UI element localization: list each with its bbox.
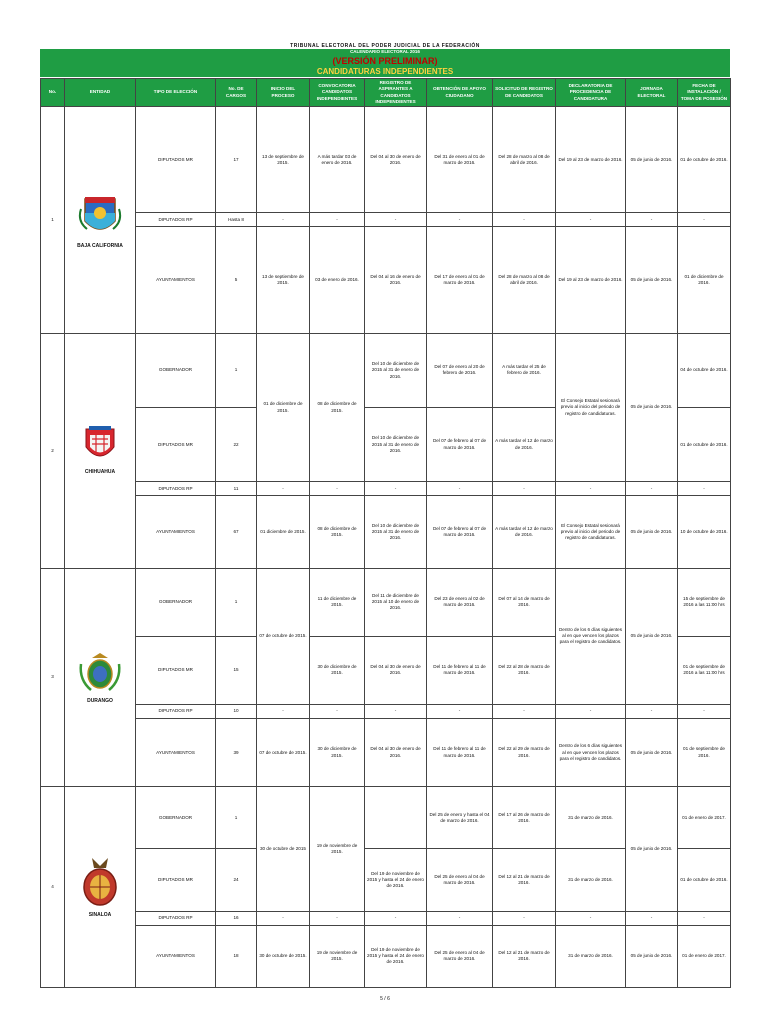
- solicitud-cell: A más tardar el 12 de marzo de 2016.: [493, 496, 556, 568]
- convocatoria-cell: -: [310, 482, 365, 496]
- registro-cell: Del 04 al 16 de enero de 2016.: [365, 227, 427, 333]
- tipo-cell: AYUNTAMIENTOS: [136, 496, 216, 568]
- cargos-cell: 18: [216, 925, 257, 987]
- declaratoria-cell: -: [556, 704, 626, 718]
- entity-name: CHIHUAHUA: [84, 469, 116, 476]
- toma-cell: 01 de enero de 2017.: [678, 787, 731, 849]
- convocatoria-cell: 30 de diciembre de 2015.: [310, 719, 365, 787]
- solicitud-cell: Del 12 al 21 de marzo de 2016.: [493, 849, 556, 911]
- inicio-cell: -: [257, 482, 310, 496]
- table-row: [41, 925, 731, 987]
- table-row: [41, 911, 731, 925]
- solicitud-cell: A más tardar el 25 de febrero de 2016.: [493, 333, 556, 407]
- jornada-cell: -: [626, 482, 678, 496]
- cargos-cell: 67: [216, 496, 257, 568]
- registro-cell: [365, 787, 427, 849]
- declaratoria-cell: Del 19 al 23 de marzo de 2016.: [556, 107, 626, 213]
- registro-cell: -: [365, 704, 427, 718]
- tipo-cell: DIPUTADOS RP: [136, 911, 216, 925]
- registro-cell: Del 04 al 30 de enero de 2016.: [365, 719, 427, 787]
- inicio-cell: 01 diciembre de 2015.: [257, 496, 310, 568]
- apoyo-cell: Del 07 de febrero al 07 de marzo de 2016.: [427, 496, 493, 568]
- apoyo-cell: Del 11 de febrero al 11 de marzo de 2016.: [427, 636, 493, 704]
- solicitud-cell: Del 28 de marzo al 08 de abril de 2016.: [493, 107, 556, 213]
- convocatoria-cell: A más tardar 03 de enero de 2016.: [310, 107, 365, 213]
- col-header-entidad: ENTIDAD: [65, 79, 136, 107]
- inicio-cell: 07 de octubre de 2015.: [257, 719, 310, 787]
- convocatoria-cell: 11 de diciembre de 2015.: [310, 568, 365, 636]
- toma-cell: 01 de octubre de 2016.: [678, 107, 731, 213]
- col-header-convocatoria: CONVOCATORIA CANDIDATOS INDEPENDIENTES: [310, 79, 365, 107]
- table-row: [41, 482, 731, 496]
- table-row: [41, 333, 731, 407]
- registro-cell: Del 19 de noviembre de 2015 y hasta el 24 de enero de 2016.: [365, 925, 427, 987]
- entity-name: DURANGO: [87, 698, 113, 704]
- cargos-cell: 24: [216, 849, 257, 911]
- tipo-cell: GOBERNADOR: [136, 568, 216, 636]
- cargos-cell: 5: [216, 227, 257, 333]
- jornada-cell: -: [626, 213, 678, 227]
- entity-number: 4: [41, 787, 65, 988]
- convocatoria-cell: -: [310, 911, 365, 925]
- jornada-cell: 05 de junio de 2016.: [626, 227, 678, 333]
- col-header-registro: REGISTRO DE ASPIRANTES A CANDIDATOS INDEPENDIENTES: [365, 79, 427, 107]
- durango-seal-icon: [77, 650, 123, 694]
- cargos-cell: 39: [216, 719, 257, 787]
- jornada-cell: 05 de junio de 2016.: [626, 787, 678, 911]
- cargos-cell: Hasta 8: [216, 213, 257, 227]
- page-number: 5 / 6: [380, 996, 390, 1002]
- convocatoria-cell: 30 de diciembre de 2015.: [310, 636, 365, 704]
- toma-cell: 01 de diciembre de 2016.: [678, 227, 731, 333]
- toma-cell: -: [678, 213, 731, 227]
- toma-cell: -: [678, 911, 731, 925]
- registro-cell: Del 10 de diciembre de 2015 al 31 de enero de 2016.: [365, 333, 427, 407]
- registro-cell: -: [365, 911, 427, 925]
- solicitud-cell: -: [493, 911, 556, 925]
- convocatoria-cell: -: [310, 213, 365, 227]
- table-row: [41, 496, 731, 568]
- solicitud-cell: Del 28 de marzo al 08 de abril de 2016.: [493, 227, 556, 333]
- solicitud-cell: Del 07 al 14 de marzo de 2016.: [493, 568, 556, 636]
- apoyo-cell: Del 25 de enero al 04 de marzo de 2016.: [427, 925, 493, 987]
- table-row: [41, 719, 731, 787]
- col-header-cargos: No. DE CARGOS: [216, 79, 257, 107]
- entity-name: SINALOA: [88, 911, 112, 918]
- tipo-cell: DIPUTADOS MR: [136, 849, 216, 911]
- toma-cell: -: [678, 704, 731, 718]
- convocatoria-cell: 19 de noviembre de 2015.: [310, 787, 365, 911]
- toma-cell: -: [678, 482, 731, 496]
- document-title: TRIBUNAL ELECTORAL DEL PODER JUDICIAL DE LA FEDERACIÓN: [290, 43, 480, 49]
- toma-cell: 01 de octubre de 2016.: [678, 849, 731, 911]
- tipo-cell: AYUNTAMIENTOS: [136, 719, 216, 787]
- cargos-cell: 10: [216, 704, 257, 718]
- header-row: [41, 79, 731, 107]
- cargos-cell: 22: [216, 408, 257, 482]
- col-header-apoyo: OBTENCIÓN DE APOYO CIUDADANO: [427, 79, 493, 107]
- jornada-cell: 05 de junio de 2016.: [626, 925, 678, 987]
- solicitud-cell: Del 22 al 28 de marzo de 2016.: [493, 636, 556, 704]
- toma-cell: 01 de octubre de 2016.: [678, 408, 731, 482]
- tipo-cell: DIPUTADOS MR: [136, 408, 216, 482]
- entity-number: 3: [41, 568, 65, 787]
- convocatoria-cell: 03 de enero de 2016.: [310, 227, 365, 333]
- tipo-cell: AYUNTAMIENTOS: [136, 227, 216, 333]
- cargos-cell: 15: [216, 636, 257, 704]
- solicitud-cell: Del 22 al 29 de marzo de 2016.: [493, 719, 556, 787]
- entity-number: 1: [41, 107, 65, 334]
- apoyo-cell: Del 23 de enero al 02 de marzo de 2016.: [427, 568, 493, 636]
- toma-cell: 10 de octubre de 2016.: [678, 496, 731, 568]
- table-row: [41, 787, 731, 849]
- tipo-cell: AYUNTAMIENTOS: [136, 925, 216, 987]
- entity-number: 2: [41, 333, 65, 568]
- table-row: [41, 107, 731, 213]
- col-header-solicitud: SOLICITUD DE REGISTRO DE CANDIDATOS: [493, 79, 556, 107]
- toma-cell: 01 de enero de 2017.: [678, 925, 731, 987]
- inicio-cell: 01 de diciembre de 2015.: [257, 333, 310, 481]
- declaratoria-cell: -: [556, 482, 626, 496]
- registro-cell: Del 10 de diciembre de 2015 al 31 de enero de 2016.: [365, 496, 427, 568]
- inicio-cell: 13 de septiembre de 2015.: [257, 227, 310, 333]
- convocatoria-cell: -: [310, 704, 365, 718]
- solicitud-cell: -: [493, 704, 556, 718]
- tipo-cell: DIPUTADOS MR: [136, 107, 216, 213]
- section-title: CANDIDATURAS INDEPENDIENTES: [40, 67, 730, 77]
- registro-cell: Del 11 de diciembre de 2015 al 10 de enero de 2016.: [365, 568, 427, 636]
- inicio-cell: 07 de octubre de 2015.: [257, 568, 310, 704]
- convocatoria-cell: 19 de noviembre de 2015.: [310, 925, 365, 987]
- tipo-cell: DIPUTADOS RP: [136, 482, 216, 496]
- declaratoria-cell: Del 19 al 23 de marzo de 2016.: [556, 227, 626, 333]
- declaratoria-cell: -: [556, 213, 626, 227]
- jornada-cell: -: [626, 911, 678, 925]
- toma-cell: 04 de octubre de 2016.: [678, 333, 731, 407]
- preliminary-label: (VERSIÓN PRELIMINAR): [40, 55, 730, 67]
- chihuahua-seal-icon: [83, 425, 117, 465]
- baja-california-seal-icon: [77, 191, 123, 239]
- solicitud-cell: -: [493, 213, 556, 227]
- registro-cell: -: [365, 213, 427, 227]
- cargos-cell: 1: [216, 333, 257, 407]
- tipo-cell: GOBERNADOR: [136, 333, 216, 407]
- calendar-subtitle: CALENDARIO ELECTORAL 2016: [40, 49, 730, 55]
- entity-cell: [65, 568, 136, 787]
- table-row: [41, 227, 731, 333]
- inicio-cell: -: [257, 704, 310, 718]
- cargos-cell: 16: [216, 911, 257, 925]
- col-header-no: No.: [41, 79, 65, 107]
- registro-cell: -: [365, 482, 427, 496]
- inicio-cell: -: [257, 911, 310, 925]
- table-row: [41, 704, 731, 718]
- col-header-toma: FECHA DE INSTALACIÓN / TOMA DE POSESIÓN: [678, 79, 731, 107]
- col-header-tipo: TIPO DE ELECCIÓN: [136, 79, 216, 107]
- inicio-cell: 30 de octubre de 2015: [257, 787, 310, 911]
- declaratoria-cell: 31 de marzo de 2016.: [556, 925, 626, 987]
- table-row: [41, 213, 731, 227]
- convocatoria-cell: 08 de diciembre de 2015.: [310, 333, 365, 481]
- inicio-cell: -: [257, 213, 310, 227]
- jornada-cell: 05 de junio de 2016.: [626, 568, 678, 704]
- jornada-cell: -: [626, 704, 678, 718]
- tipo-cell: GOBERNADOR: [136, 787, 216, 849]
- apoyo-cell: Del 31 de enero al 01 de marzo de 2016.: [427, 107, 493, 213]
- jornada-cell: 05 de junio de 2016.: [626, 107, 678, 213]
- declaratoria-cell: -: [556, 911, 626, 925]
- toma-cell: 01 de septiembre de 2016.: [678, 719, 731, 787]
- apoyo-cell: Del 07 de enero al 20 de febrero de 2016.: [427, 333, 493, 407]
- apoyo-cell: -: [427, 704, 493, 718]
- tipo-cell: DIPUTADOS RP: [136, 704, 216, 718]
- jornada-cell: 05 de junio de 2016.: [626, 496, 678, 568]
- inicio-cell: 13 de septiembre de 2015.: [257, 107, 310, 213]
- cargos-cell: 1: [216, 787, 257, 849]
- apoyo-cell: -: [427, 911, 493, 925]
- apoyo-cell: Del 07 de febrero al 07 de marzo de 2016.: [427, 408, 493, 482]
- declaratoria-cell: 31 de marzo de 2016.: [556, 787, 626, 849]
- jornada-cell: 05 de junio de 2016.: [626, 719, 678, 787]
- sinaloa-seal-icon: [80, 856, 120, 908]
- inicio-cell: 30 de octubre de 2015.: [257, 925, 310, 987]
- entity-name: BAJA CALIFORNIA: [77, 242, 123, 249]
- apoyo-cell: -: [427, 482, 493, 496]
- calendar-table: [40, 78, 731, 988]
- apoyo-cell: -: [427, 213, 493, 227]
- solicitud-cell: A más tardar el 12 de marzo de 2016.: [493, 408, 556, 482]
- solicitud-cell: -: [493, 482, 556, 496]
- registro-cell: Del 19 de noviembre de 2015 y hasta el 24 de enero de 2016.: [365, 849, 427, 911]
- table-row: [41, 568, 731, 636]
- convocatoria-cell: 08 de diciembre de 2015.: [310, 496, 365, 568]
- entity-cell: [65, 333, 136, 568]
- cargos-cell: 11: [216, 482, 257, 496]
- cargos-cell: 1: [216, 568, 257, 636]
- toma-cell: 15 de septiembre de 2016 a las 11:00 hrs: [678, 568, 731, 636]
- col-header-jornada: JORNADA ELECTORAL: [626, 79, 678, 107]
- apoyo-cell: Del 17 de enero al 01 de marzo de 2016.: [427, 227, 493, 333]
- apoyo-cell: Del 11 de febrero al 11 de marzo de 2016.: [427, 719, 493, 787]
- col-header-inicio: INICIO DEL PROCESO: [257, 79, 310, 107]
- entity-cell: [65, 787, 136, 988]
- declaratoria-cell: El Consejo Estatal sesionará previo al inicio del periodo de registro de candidaturas.: [556, 496, 626, 568]
- declaratoria-cell: Dentro de los 6 días siguientes al en que vencen los plazos para el registro de candidatos.: [556, 568, 626, 704]
- jornada-cell: 05 de junio de 2016.: [626, 333, 678, 481]
- registro-cell: Del 04 al 30 de enero de 2016.: [365, 107, 427, 213]
- solicitud-cell: Del 12 al 21 de marzo de 2016.: [493, 925, 556, 987]
- declaratoria-cell: El Consejo Estatal sesionará previo al inicio del periodo de registro de candidaturas.: [556, 333, 626, 481]
- col-header-declaratoria: DECLARATORIA DE PROCEDENCIA DE CANDIDATURA: [556, 79, 626, 107]
- cargos-cell: 17: [216, 107, 257, 213]
- registro-cell: Del 10 de diciembre de 2015 al 31 de enero de 2016.: [365, 408, 427, 482]
- tipo-cell: DIPUTADOS MR: [136, 636, 216, 704]
- apoyo-cell: Del 25 de enero al 04 de marzo de 2016.: [427, 849, 493, 911]
- declaratoria-cell: Dentro de los 6 días siguientes al en que vencen los plazos para el registro de candidatos.: [556, 719, 626, 787]
- apoyo-cell: Del 25 de enero y hasta el 04 de marzo de 2016.: [427, 787, 493, 849]
- solicitud-cell: Del 17 al 26 de marzo de 2016.: [493, 787, 556, 849]
- tipo-cell: DIPUTADOS RP: [136, 213, 216, 227]
- toma-cell: 01 de septiembre de 2016 a las 11:00 hrs: [678, 636, 731, 704]
- entity-cell: [65, 107, 136, 334]
- declaratoria-cell: 31 de marzo de 2016.: [556, 849, 626, 911]
- registro-cell: Del 04 al 30 de enero de 2016.: [365, 636, 427, 704]
